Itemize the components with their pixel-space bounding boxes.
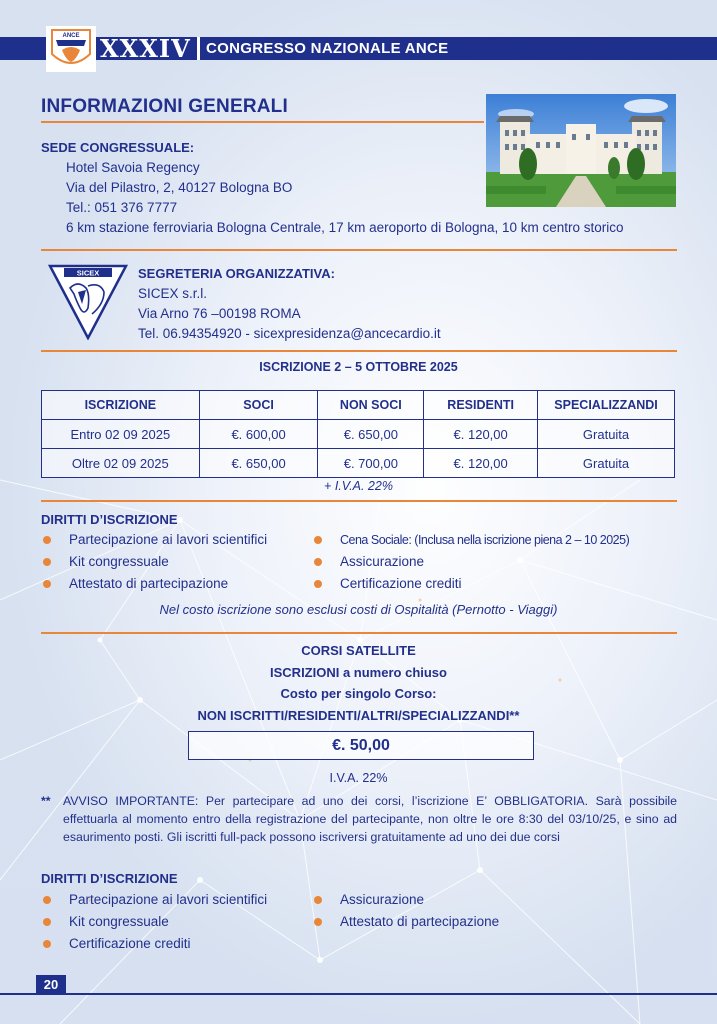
divider	[41, 500, 677, 502]
venue-name: Hotel Savoia Regency	[66, 160, 200, 175]
rights-list-right-2	[312, 889, 499, 933]
venue-details	[66, 158, 624, 238]
secretariat-address: Via Arno 76 –00198 ROMA	[138, 306, 301, 321]
title-underline	[41, 121, 484, 123]
fees-table	[41, 390, 675, 478]
divider	[41, 350, 677, 352]
satellite-line-2: Costo per singolo Corso:	[280, 686, 437, 701]
table-cell: €. 600,00	[199, 420, 318, 449]
rights-list-left-2	[41, 889, 267, 955]
table-cell: Gratuita	[538, 449, 675, 478]
list-item: Assicurazione	[312, 889, 499, 911]
page-title: INFORMAZIONI GENERALI	[41, 96, 288, 117]
divider	[41, 249, 677, 251]
column-header: NON SOCI	[318, 391, 424, 420]
table-cell: Oltre 02 09 2025	[42, 449, 200, 478]
edition-number: XXXIV	[100, 34, 191, 63]
venue-distances: 6 km stazione ferroviaria Bologna Centrale, 17 km aeroporto di Bologna, 10 km centro storico	[66, 220, 624, 235]
table-cell: €. 650,00	[199, 449, 318, 478]
rights-list-left	[41, 529, 267, 595]
secretariat-company: SICEX s.r.l.	[138, 286, 208, 301]
venue-label: SEDE CONGRESSUALE:	[41, 140, 195, 155]
table-cell: Gratuita	[538, 420, 675, 449]
sicex-logo	[48, 264, 128, 340]
satellite-line-1: ISCRIZIONI a numero chiuso	[270, 665, 447, 680]
notice-text: AVVISO IMPORTANTE: Per partecipare ad uno dei corsi, l’iscrizione E’ OBBLIGATORIA. Sarà possibile effettuarla al momento entro della registrazione del partecipante, non oltre le ore 8:30 del 03/10/25, e sino ad esaurimento posti. Gli iscritti full-pack possono iscriversi gratuitamente ad uno dei due corsi	[63, 794, 677, 844]
table-row	[42, 420, 675, 449]
column-header: ISCRIZIONE	[42, 391, 200, 420]
sicex-logo-text: SICEX	[76, 268, 100, 278]
venue-phone: Tel.: 051 376 7777	[66, 200, 178, 215]
list-item: Assicurazione	[312, 551, 629, 573]
rights-title: DIRITTI D’ISCRIZIONE	[41, 512, 178, 527]
satellite-title: CORSI SATELLITE	[301, 643, 416, 658]
list-item: Kit congressuale	[41, 551, 267, 573]
course-vat: I.V.A. 22%	[329, 771, 388, 785]
header-divider	[197, 37, 200, 60]
logo-text: ANCE	[62, 33, 80, 39]
divider	[41, 632, 677, 634]
course-price: €. 50,00	[188, 731, 534, 760]
list-item: Attestato di partecipazione	[41, 573, 267, 595]
rights-title-2: DIRITTI D’ISCRIZIONE	[41, 871, 178, 886]
vat-note: + I.V.A. 22%	[324, 479, 393, 493]
rights-list-right	[312, 529, 629, 595]
list-item: Partecipazione ai lavori scientifici	[41, 529, 267, 551]
table-cell: €. 700,00	[318, 449, 424, 478]
list-item: Kit congressuale	[41, 911, 267, 933]
table-cell: Entro 02 09 2025	[42, 420, 200, 449]
ance-logo	[46, 26, 96, 72]
table-cell: €. 650,00	[318, 420, 424, 449]
column-header: SOCI	[199, 391, 318, 420]
column-header: SPECIALIZZANDI	[538, 391, 675, 420]
congress-title: CONGRESSO NAZIONALE ANCE	[206, 40, 449, 57]
list-item: Certificazione crediti	[41, 933, 267, 955]
column-header: RESIDENTI	[424, 391, 538, 420]
venue-address: Via del Pilastro, 2, 40127 Bologna BO	[66, 180, 293, 195]
important-notice	[41, 792, 677, 846]
secretariat-label: SEGRETERIA ORGANIZZATIVA:	[138, 266, 335, 281]
notice-marker: **	[41, 794, 51, 808]
list-item: Cena Sociale: (Inclusa nella iscrizione piena 2 – 10 2025)	[312, 529, 629, 551]
table-row	[42, 449, 675, 478]
footer-bar	[0, 993, 717, 995]
page-number: 20	[36, 975, 66, 994]
table-cell: €. 120,00	[424, 420, 538, 449]
list-item: Certificazione crediti	[312, 573, 629, 595]
list-item: Attestato di partecipazione	[312, 911, 499, 933]
satellite-line-3: NON ISCRITTI/RESIDENTI/ALTRI/SPECIALIZZANDI**	[197, 708, 520, 723]
list-item: Partecipazione ai lavori scientifici	[41, 889, 267, 911]
secretariat-contact: Tel. 06.94354920 - sicexpresidenza@ancecardio.it	[138, 326, 441, 341]
table-header-row	[42, 391, 675, 420]
registration-title: ISCRIZIONE 2 – 5 OTTOBRE 2025	[259, 360, 458, 374]
exclusion-note: Nel costo iscrizione sono esclusi costi di Ospitalità (Pernotto - Viaggi)	[159, 602, 558, 617]
table-cell: €. 120,00	[424, 449, 538, 478]
secretariat-details	[138, 264, 441, 344]
